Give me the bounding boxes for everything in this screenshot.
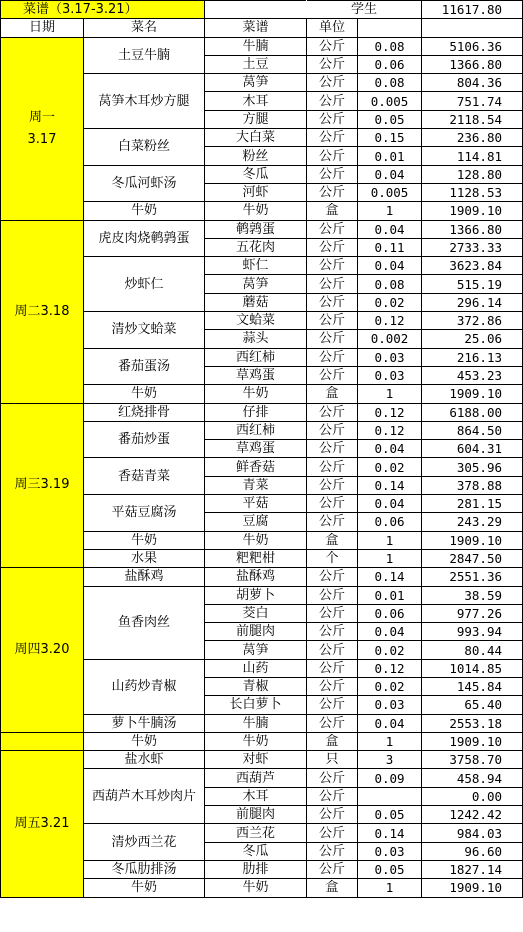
unit-cell[interactable]: 公斤 — [307, 293, 358, 311]
ingredient-cell[interactable]: 茭白 — [205, 604, 307, 622]
qty-cell[interactable]: 1 — [358, 732, 422, 750]
ingredient-cell[interactable]: 草鸡蛋 — [205, 440, 307, 458]
unit-cell[interactable]: 公斤 — [307, 55, 358, 73]
amount-cell[interactable]: 38.59 — [422, 586, 523, 604]
ingredient-cell[interactable]: 牛奶 — [205, 531, 307, 549]
amount-cell[interactable]: 604.31 — [422, 440, 523, 458]
unit-cell[interactable]: 公斤 — [307, 220, 358, 238]
ingredient-cell[interactable]: 西红柿 — [205, 348, 307, 366]
amount-cell[interactable]: 378.88 — [422, 476, 523, 494]
amount-cell[interactable]: 0.00 — [422, 787, 523, 805]
qty-cell[interactable]: 0.12 — [358, 421, 422, 439]
ingredient-cell[interactable]: 方腿 — [205, 110, 307, 128]
amount-cell[interactable]: 458.94 — [422, 769, 523, 787]
dish-name-cell[interactable]: 牛奶 — [84, 385, 205, 403]
unit-cell[interactable]: 盒 — [307, 385, 358, 403]
ingredient-cell[interactable]: 河虾 — [205, 183, 307, 201]
qty-cell[interactable]: 0.06 — [358, 513, 422, 531]
qty-cell[interactable]: 0.04 — [358, 714, 422, 732]
amount-cell[interactable]: 216.13 — [422, 348, 523, 366]
day-date-line: 3.17 — [27, 131, 57, 147]
unit-cell[interactable]: 公斤 — [307, 366, 358, 384]
ingredient-cell[interactable]: 莴笋 — [205, 641, 307, 659]
qty-cell[interactable]: 0.09 — [358, 769, 422, 787]
qty-cell[interactable]: 3 — [358, 751, 422, 769]
unit-cell[interactable]: 公斤 — [307, 769, 358, 787]
unit-cell[interactable]: 公斤 — [307, 623, 358, 641]
day-date-cell[interactable] — [1, 37, 84, 220]
dish-name-cell[interactable]: 冬瓜肋排汤 — [84, 860, 205, 878]
amount-cell[interactable]: 515.19 — [422, 275, 523, 293]
amount-cell[interactable]: 1014.85 — [422, 659, 523, 677]
ingredient-cell[interactable]: 莴笋 — [205, 74, 307, 92]
dish-name-cell[interactable]: 山药炒青椒 — [84, 659, 205, 714]
day-date-cell[interactable] — [1, 220, 84, 403]
ingredient-cell[interactable]: 冬瓜 — [205, 165, 307, 183]
qty-cell[interactable]: 0.11 — [358, 238, 422, 256]
dish-name-cell[interactable]: 牛奶 — [84, 879, 205, 897]
unit-cell[interactable]: 只 — [307, 751, 358, 769]
qty-cell[interactable]: 1 — [358, 549, 422, 567]
amount-cell[interactable]: 1909.10 — [422, 732, 523, 750]
qty-cell[interactable]: 0.04 — [358, 495, 422, 513]
unit-cell[interactable]: 公斤 — [307, 806, 358, 824]
unit-cell[interactable]: 公斤 — [307, 312, 358, 330]
qty-cell[interactable]: 1 — [358, 385, 422, 403]
unit-cell[interactable]: 公斤 — [307, 92, 358, 110]
ingredient-cell[interactable]: 五花肉 — [205, 238, 307, 256]
day-date-cell[interactable] — [1, 751, 84, 897]
amount-cell[interactable]: 2733.33 — [422, 238, 523, 256]
qty-cell[interactable]: 0.01 — [358, 586, 422, 604]
unit-cell[interactable]: 公斤 — [307, 275, 358, 293]
ingredient-cell[interactable]: 土豆 — [205, 55, 307, 73]
qty-cell[interactable]: 0.05 — [358, 110, 422, 128]
unit-cell[interactable]: 公斤 — [307, 714, 358, 732]
dish-name-cell[interactable]: 香菇青菜 — [84, 458, 205, 495]
dish-name-cell[interactable]: 冬瓜河虾汤 — [84, 165, 205, 202]
amount-cell[interactable]: 1827.14 — [422, 860, 523, 878]
unit-cell[interactable]: 公斤 — [307, 348, 358, 366]
unit-cell[interactable]: 公斤 — [307, 458, 358, 476]
ingredient-cell[interactable]: 大白菜 — [205, 129, 307, 147]
ingredient-cell[interactable]: 草鸡蛋 — [205, 366, 307, 384]
unit-cell[interactable]: 个 — [307, 549, 358, 567]
ingredient-cell[interactable]: 青椒 — [205, 677, 307, 695]
dish-name-cell[interactable]: 红烧排骨 — [84, 403, 205, 421]
ingredient-cell[interactable]: 鲜香菇 — [205, 458, 307, 476]
unit-cell[interactable]: 公斤 — [307, 696, 358, 714]
unit-cell[interactable]: 公斤 — [307, 440, 358, 458]
amount-cell[interactable]: 804.36 — [422, 74, 523, 92]
qty-cell[interactable]: 0.02 — [358, 641, 422, 659]
amount-cell[interactable]: 296.14 — [422, 293, 523, 311]
unit-cell[interactable]: 公斤 — [307, 476, 358, 494]
dish-name-cell[interactable]: 萝卜牛腩汤 — [84, 714, 205, 732]
qty-cell[interactable]: 0.05 — [358, 806, 422, 824]
day-date-line: 周三3.19 — [14, 477, 70, 493]
amount-cell[interactable]: 281.15 — [422, 495, 523, 513]
ingredient-cell[interactable]: 西葫芦 — [205, 769, 307, 787]
ingredient-cell[interactable]: 牛奶 — [205, 879, 307, 897]
qty-cell[interactable]: 1 — [358, 531, 422, 549]
ingredient-cell[interactable]: 长白萝卜 — [205, 696, 307, 714]
amount-cell[interactable]: 96.60 — [422, 842, 523, 860]
ingredient-cell[interactable]: 蘑菇 — [205, 293, 307, 311]
qty-cell[interactable]: 0.08 — [358, 275, 422, 293]
day-date-cell[interactable] — [1, 568, 84, 733]
unit-cell[interactable]: 公斤 — [307, 37, 358, 55]
dish-name-cell[interactable]: 莴笋木耳炒方腿 — [84, 74, 205, 129]
amount-cell[interactable]: 977.26 — [422, 604, 523, 622]
day-date-cell[interactable] — [1, 732, 84, 750]
ingredient-cell[interactable]: 牛奶 — [205, 385, 307, 403]
day-date-line: 周四3.20 — [14, 642, 70, 658]
dish-name-cell[interactable]: 盐水虾 — [84, 751, 205, 769]
table-row — [1, 37, 523, 55]
dish-name-cell[interactable]: 西葫芦木耳炒肉片 — [84, 769, 205, 824]
qty-cell[interactable] — [358, 787, 422, 805]
unit-cell[interactable]: 公斤 — [307, 677, 358, 695]
unit-cell[interactable]: 公斤 — [307, 238, 358, 256]
qty-cell[interactable]: 0.02 — [358, 293, 422, 311]
day-date-line: 周二3.18 — [14, 303, 70, 319]
unit-cell[interactable]: 公斤 — [307, 147, 358, 165]
amount-cell[interactable]: 453.23 — [422, 366, 523, 384]
unit-cell[interactable]: 公斤 — [307, 824, 358, 842]
table-row — [1, 751, 523, 769]
qty-cell[interactable]: 0.12 — [358, 659, 422, 677]
unit-cell[interactable]: 公斤 — [307, 568, 358, 586]
amount-cell[interactable]: 2118.54 — [422, 110, 523, 128]
amount-cell[interactable]: 3623.84 — [422, 257, 523, 275]
amount-cell[interactable]: 1909.10 — [422, 531, 523, 549]
qty-cell[interactable]: 1 — [358, 879, 422, 897]
amount-cell[interactable]: 2551.36 — [422, 568, 523, 586]
qty-cell[interactable]: 0.04 — [358, 623, 422, 641]
dish-name-cell[interactable]: 土豆牛腩 — [84, 37, 205, 74]
dish-name-cell[interactable]: 牛奶 — [84, 732, 205, 750]
unit-cell[interactable]: 盒 — [307, 879, 358, 897]
dish-name-cell[interactable]: 水果 — [84, 549, 205, 567]
amount-cell[interactable]: 1128.53 — [422, 183, 523, 201]
ingredient-cell[interactable]: 木耳 — [205, 787, 307, 805]
dish-name-cell[interactable]: 牛奶 — [84, 202, 205, 220]
table-row — [1, 403, 523, 421]
ingredient-cell[interactable]: 胡萝卜 — [205, 586, 307, 604]
ingredient-cell[interactable]: 盐酥鸡 — [205, 568, 307, 586]
ingredient-cell[interactable]: 虾仁 — [205, 257, 307, 275]
ingredient-cell[interactable]: 豆腐 — [205, 513, 307, 531]
unit-cell[interactable]: 公斤 — [307, 659, 358, 677]
unit-cell[interactable]: 公斤 — [307, 183, 358, 201]
unit-cell[interactable]: 公斤 — [307, 110, 358, 128]
qty-cell[interactable]: 0.01 — [358, 147, 422, 165]
day-date-line: 周五3.21 — [14, 815, 70, 831]
ingredient-cell[interactable]: 牛奶 — [205, 732, 307, 750]
unit-cell[interactable]: 公斤 — [307, 421, 358, 439]
day-date-cell[interactable] — [1, 403, 84, 568]
qty-cell[interactable]: 0.08 — [358, 37, 422, 55]
ingredient-cell[interactable]: 文蛤菜 — [205, 312, 307, 330]
unit-cell[interactable]: 盒 — [307, 732, 358, 750]
ingredient-cell[interactable]: 粉丝 — [205, 147, 307, 165]
amount-cell[interactable]: 305.96 — [422, 458, 523, 476]
ingredient-cell[interactable]: 莴笋 — [205, 275, 307, 293]
ingredient-cell[interactable]: 冬瓜 — [205, 842, 307, 860]
header-dish[interactable]: 菜名 — [84, 19, 205, 37]
qty-cell[interactable]: 0.06 — [358, 604, 422, 622]
qty-cell[interactable]: 0.005 — [358, 92, 422, 110]
qty-cell[interactable]: 0.12 — [358, 312, 422, 330]
qty-cell[interactable]: 0.02 — [358, 458, 422, 476]
qty-cell[interactable]: 0.04 — [358, 220, 422, 238]
table-row — [1, 568, 523, 586]
amount-cell[interactable]: 1909.10 — [422, 385, 523, 403]
title-row — [1, 1, 523, 19]
qty-cell[interactable]: 0.14 — [358, 568, 422, 586]
qty-cell[interactable]: 0.05 — [358, 860, 422, 878]
unit-cell[interactable]: 公斤 — [307, 641, 358, 659]
amount-cell[interactable]: 80.44 — [422, 641, 523, 659]
unit-cell[interactable]: 公斤 — [307, 604, 358, 622]
qty-cell[interactable]: 0.04 — [358, 257, 422, 275]
unit-cell[interactable]: 公斤 — [307, 842, 358, 860]
unit-cell[interactable]: 公斤 — [307, 129, 358, 147]
amount-cell[interactable]: 243.29 — [422, 513, 523, 531]
header-ingredient[interactable]: 菜谱 — [205, 19, 307, 37]
qty-cell[interactable]: 0.02 — [358, 677, 422, 695]
amount-cell[interactable]: 1242.42 — [422, 806, 523, 824]
header-unit[interactable]: 单位 — [307, 19, 358, 37]
amount-cell[interactable]: 3758.70 — [422, 751, 523, 769]
table-row — [1, 220, 523, 238]
dish-name-cell[interactable]: 番茄蛋汤 — [84, 348, 205, 385]
ingredient-cell[interactable]: 前腿肉 — [205, 623, 307, 641]
dish-name-cell[interactable]: 牛奶 — [84, 531, 205, 549]
qty-cell[interactable]: 0.14 — [358, 824, 422, 842]
amount-cell[interactable]: 1909.10 — [422, 879, 523, 897]
column-header-row — [1, 19, 523, 37]
qty-cell[interactable]: 0.03 — [358, 348, 422, 366]
ingredient-cell[interactable]: 青菜 — [205, 476, 307, 494]
dish-name-cell[interactable]: 平菇豆腐汤 — [84, 495, 205, 532]
ingredient-cell[interactable]: 平菇 — [205, 495, 307, 513]
qty-cell[interactable]: 0.03 — [358, 842, 422, 860]
qty-cell[interactable]: 1 — [358, 202, 422, 220]
unit-cell[interactable]: 公斤 — [307, 330, 358, 348]
amount-cell[interactable]: 236.80 — [422, 129, 523, 147]
unit-cell[interactable]: 盒 — [307, 202, 358, 220]
qty-cell[interactable]: 0.03 — [358, 696, 422, 714]
sheet-body — [1, 37, 523, 897]
table-row — [1, 732, 523, 750]
unit-cell[interactable]: 公斤 — [307, 403, 358, 421]
amount-cell[interactable]: 993.94 — [422, 623, 523, 641]
unit-cell[interactable]: 公斤 — [307, 495, 358, 513]
dish-name-cell[interactable]: 白菜粉丝 — [84, 129, 205, 166]
unit-cell[interactable]: 公斤 — [307, 165, 358, 183]
unit-cell[interactable]: 公斤 — [307, 860, 358, 878]
ingredient-cell[interactable]: 粑粑柑 — [205, 549, 307, 567]
qty-cell[interactable]: 0.15 — [358, 129, 422, 147]
qty-cell[interactable]: 0.04 — [358, 165, 422, 183]
amount-cell[interactable]: 114.81 — [422, 147, 523, 165]
qty-cell[interactable]: 0.005 — [358, 183, 422, 201]
header-qty[interactable] — [358, 19, 422, 37]
header-date[interactable]: 日期 — [1, 19, 84, 37]
ingredient-cell[interactable]: 鹌鹑蛋 — [205, 220, 307, 238]
ingredient-cell[interactable]: 仔排 — [205, 403, 307, 421]
dish-name-cell[interactable]: 番茄炒蛋 — [84, 421, 205, 458]
header-amount[interactable] — [422, 19, 523, 37]
unit-cell[interactable]: 公斤 — [307, 586, 358, 604]
ingredient-cell[interactable]: 牛奶 — [205, 202, 307, 220]
ingredient-cell[interactable]: 牛腩 — [205, 37, 307, 55]
dish-name-cell[interactable]: 鱼香肉丝 — [84, 586, 205, 659]
ingredient-cell[interactable]: 肋排 — [205, 860, 307, 878]
amount-cell[interactable]: 864.50 — [422, 421, 523, 439]
amount-cell[interactable]: 751.74 — [422, 92, 523, 110]
amount-cell[interactable]: 1909.10 — [422, 202, 523, 220]
unit-cell[interactable]: 公斤 — [307, 257, 358, 275]
ingredient-cell[interactable]: 西红柿 — [205, 421, 307, 439]
qty-cell[interactable]: 0.04 — [358, 440, 422, 458]
amount-cell[interactable]: 2847.50 — [422, 549, 523, 567]
dish-name-cell[interactable]: 盐酥鸡 — [84, 568, 205, 586]
day-date-line: 周一 — [28, 109, 55, 125]
dish-name-cell[interactable]: 清炒西兰花 — [84, 824, 205, 861]
qty-cell[interactable]: 0.06 — [358, 55, 422, 73]
ingredient-cell[interactable]: 木耳 — [205, 92, 307, 110]
total-amount[interactable]: 11617.80 — [422, 1, 523, 19]
unit-cell[interactable]: 公斤 — [307, 787, 358, 805]
dish-name-cell[interactable]: 清炒文蛤菜 — [84, 312, 205, 349]
unit-cell[interactable]: 公斤 — [307, 74, 358, 92]
amount-cell[interactable]: 372.86 — [422, 312, 523, 330]
qty-cell[interactable]: 0.12 — [358, 403, 422, 421]
amount-cell[interactable]: 1366.80 — [422, 220, 523, 238]
dish-name-cell[interactable]: 虎皮肉烧鹌鹑蛋 — [84, 220, 205, 257]
qty-cell[interactable]: 0.08 — [358, 74, 422, 92]
amount-cell[interactable]: 1366.80 — [422, 55, 523, 73]
amount-cell[interactable]: 65.40 — [422, 696, 523, 714]
empty-cell[interactable] — [205, 1, 307, 19]
dish-name-cell[interactable]: 炒虾仁 — [84, 257, 205, 312]
ingredient-cell[interactable]: 蒜头 — [205, 330, 307, 348]
qty-cell[interactable]: 0.002 — [358, 330, 422, 348]
amount-cell[interactable]: 5106.36 — [422, 37, 523, 55]
sheet-title[interactable]: 菜谱（3.17-3.21） — [1, 1, 205, 19]
unit-cell[interactable]: 公斤 — [307, 513, 358, 531]
unit-cell[interactable]: 盒 — [307, 531, 358, 549]
ingredient-cell[interactable]: 对虾 — [205, 751, 307, 769]
amount-cell[interactable]: 2553.18 — [422, 714, 523, 732]
group-label[interactable]: 学生 — [307, 1, 422, 19]
amount-cell[interactable]: 128.80 — [422, 165, 523, 183]
amount-cell[interactable]: 25.06 — [422, 330, 523, 348]
amount-cell[interactable]: 145.84 — [422, 677, 523, 695]
amount-cell[interactable]: 6188.00 — [422, 403, 523, 421]
amount-cell[interactable]: 984.03 — [422, 824, 523, 842]
ingredient-cell[interactable]: 牛腩 — [205, 714, 307, 732]
qty-cell[interactable]: 0.03 — [358, 366, 422, 384]
ingredient-cell[interactable]: 前腿肉 — [205, 806, 307, 824]
qty-cell[interactable]: 0.14 — [358, 476, 422, 494]
ingredient-cell[interactable]: 山药 — [205, 659, 307, 677]
ingredient-cell[interactable]: 西兰花 — [205, 824, 307, 842]
